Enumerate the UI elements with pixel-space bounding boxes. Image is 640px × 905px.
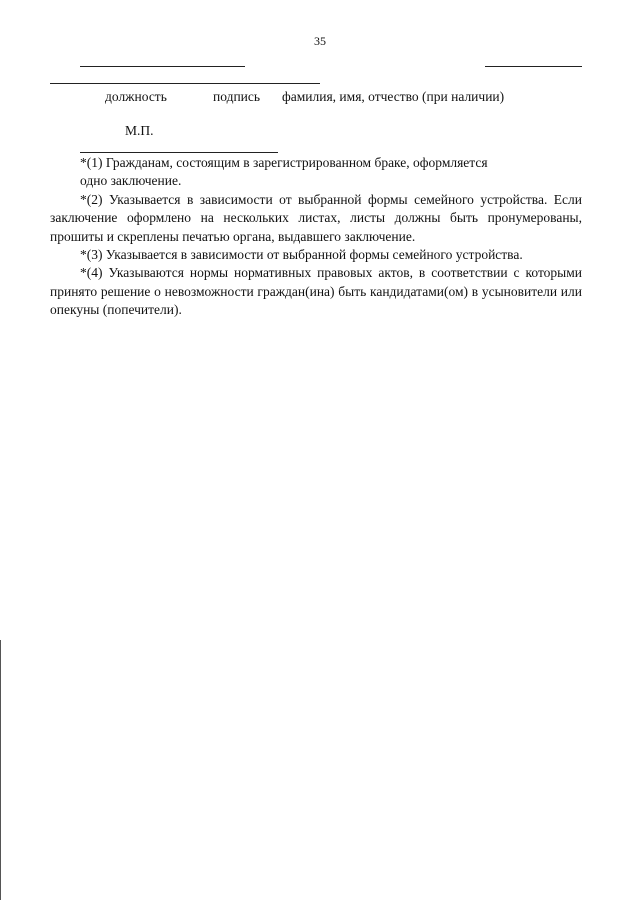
signature-underline <box>50 83 320 84</box>
footnote-1-line-1: *(1) Гражданам, состоящим в зарегистрированном браке, оформляется <box>80 155 488 170</box>
footnote-separator <box>80 152 278 153</box>
page-number: 35 <box>314 34 326 48</box>
footnote-4: *(4) Указываются нормы нормативных правовых актов, в соответствии с которыми принято решение о невозможности граждан(ина) быть кандидатами(ом) в усыновители или опекуны (попечители). <box>50 265 582 318</box>
footnote-3: *(3) Указывается в зависимости от выбранной формы семейного устройства. <box>80 247 523 263</box>
footnote-1 <box>50 154 540 191</box>
blank-line-position <box>80 66 245 67</box>
fullname-label: фамилия, имя, отчество (при наличии) <box>282 89 505 104</box>
position-label: должность <box>105 89 167 104</box>
stamp-label: М.П. <box>125 123 154 138</box>
blank-line-fullname <box>485 66 582 67</box>
footnote-2: *(2) Указывается в зависимости от выбранной формы семейного устройства. Если заключение оформлено на нескольких листах, листы должны быть пронумерованы, прошиты и скреплены печатью органа, выдавшего заключение. <box>50 191 582 244</box>
footnotes <box>50 154 582 320</box>
scan-edge-mark <box>0 640 1 900</box>
signature-label: подпись <box>213 89 261 104</box>
footnote-1-line-2: одно заключение. <box>80 173 182 189</box>
